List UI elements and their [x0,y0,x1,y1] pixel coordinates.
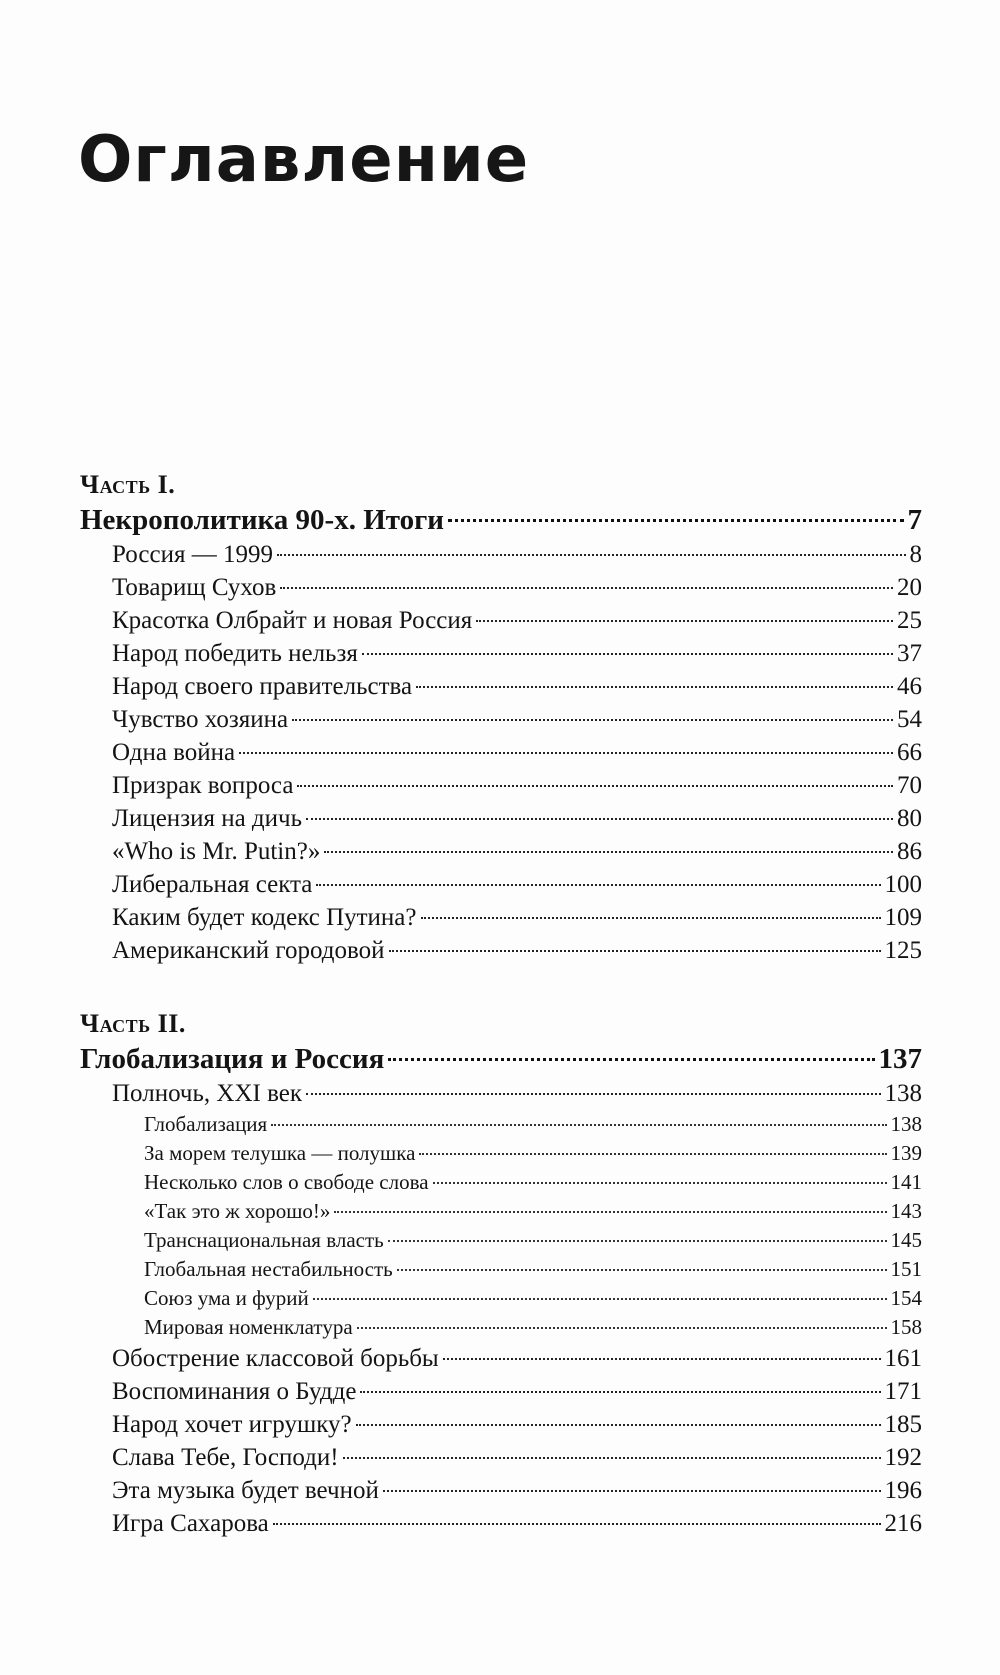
page-number: 171 [884,1378,922,1405]
dot-leader [362,653,893,655]
part-1-label: Часть I. [80,470,176,499]
toc-subentry[interactable] [80,1313,922,1342]
part-1-entry[interactable] [80,502,922,538]
entry-title: Красотка Олбрайт и новая Россия [112,607,473,634]
entry-title: Одна война [112,739,236,766]
entry-title: Мировая номенклатура [144,1315,353,1339]
page-number: 138 [884,1080,922,1107]
toc-entry[interactable] [80,868,922,901]
page-number: 143 [890,1199,922,1223]
page-number: 196 [884,1477,922,1504]
toc-entry[interactable] [80,571,922,604]
toc-entry[interactable] [80,736,922,769]
page-number: 70 [897,772,922,799]
entry-title: Каким будет кодекс Путина? [112,904,417,931]
dot-leader [416,686,893,688]
toc-subentry[interactable] [80,1110,922,1139]
toc-entry[interactable] [80,934,922,967]
dot-leader [357,1327,887,1329]
part-2-entry[interactable] [80,1041,922,1077]
page-number: 86 [897,838,922,865]
entry-title: Транснациональная власть [144,1228,384,1252]
page-number: 158 [890,1315,922,1339]
page-number: 192 [884,1444,922,1471]
page-number: 54 [897,706,922,733]
dot-leader [421,917,881,919]
page-number: 138 [890,1112,922,1136]
toc-entry[interactable] [80,538,922,571]
entry-title: Народ хочет игрушку? [112,1411,352,1438]
page-number: 216 [884,1510,922,1537]
entry-title: Народ победить нельзя [112,640,358,667]
dot-leader [239,752,893,754]
toc-entry[interactable] [80,637,922,670]
entry-title: Эта музыка будет вечной [112,1477,379,1504]
dot-leader [306,1093,881,1095]
page-number: 125 [884,937,922,964]
page-number: 7 [907,504,922,536]
dot-leader [277,554,906,556]
toc-entry[interactable] [80,1474,922,1507]
section-spacer [80,967,922,1007]
entry-title: Американский городовой [112,937,385,964]
dot-leader [448,519,903,522]
page-number: 151 [890,1257,922,1281]
part-2-label: Часть II. [80,1009,186,1038]
entry-title: Лицензия на дичь [112,805,302,832]
dot-leader [292,719,893,721]
page-number: 66 [897,739,922,766]
dot-leader [324,851,893,853]
dot-leader [297,785,893,787]
page-number: 109 [884,904,922,931]
toc-subentry[interactable] [80,1139,922,1168]
dot-leader [443,1358,881,1360]
toc-entry[interactable] [80,1441,922,1474]
dot-leader [383,1490,881,1492]
entry-title: Либеральная секта [112,871,313,898]
entry-title: Слава Тебе, Господи! [112,1444,339,1471]
dot-leader [273,1523,881,1525]
page-number: 8 [909,541,922,568]
toc-entry[interactable] [80,769,922,802]
toc-subentry[interactable] [80,1197,922,1226]
toc-entry[interactable] [80,604,922,637]
entry-title: Обострение классовой борьбы [112,1345,439,1372]
dot-leader [476,620,893,622]
dot-leader [388,1058,874,1061]
part-title: Глобализация и Россия [80,1043,385,1075]
dot-leader [356,1424,881,1426]
entry-title: Чувство хозяина [112,706,289,733]
dot-leader [306,818,893,820]
dot-leader [313,1298,887,1300]
toc-entry[interactable] [80,835,922,868]
dot-leader [397,1269,887,1271]
toc-entry[interactable] [80,1077,922,1110]
entry-title: «Так это ж хорошо!» [144,1199,331,1223]
page-number: 80 [897,805,922,832]
table-of-contents [80,468,922,1540]
toc-subentry[interactable] [80,1255,922,1284]
toc-entry[interactable] [80,703,922,736]
toc-entry[interactable] [80,901,922,934]
entry-title: За морем телушка — полушка [144,1141,416,1165]
dot-leader [388,1240,887,1242]
entry-title: «Who is Mr. Putin?» [112,838,321,865]
page-number: 100 [884,871,922,898]
page-number: 37 [897,640,922,667]
entry-title: Товарищ Сухов [112,574,277,601]
entry-title: Полночь, XXI век [112,1080,302,1107]
page-title: Оглавление [78,123,530,197]
dot-leader [419,1153,886,1155]
toc-entry[interactable] [80,670,922,703]
toc-subentry[interactable] [80,1284,922,1313]
entry-title: Игра Сахарова [112,1510,269,1537]
page-number: 25 [897,607,922,634]
page-number: 161 [884,1345,922,1372]
dot-leader [334,1211,886,1213]
page-number: 46 [897,673,922,700]
page-number: 137 [878,1043,922,1075]
entry-title: Союз ума и фурий [144,1286,309,1310]
page-number: 154 [890,1286,922,1310]
toc-entry[interactable] [80,802,922,835]
toc-subentry[interactable] [80,1168,922,1197]
toc-entry[interactable] [80,1342,922,1375]
dot-leader [389,950,881,952]
page-number: 141 [890,1170,922,1194]
dot-leader [271,1124,886,1126]
dot-leader [433,1182,887,1184]
page-number: 20 [897,574,922,601]
entry-title: Народ своего правительства [112,673,413,700]
dot-leader [360,1391,880,1393]
page-number: 185 [884,1411,922,1438]
dot-leader [316,884,880,886]
toc-entry[interactable] [80,1507,922,1540]
toc-subentry[interactable] [80,1226,922,1255]
entry-title: Призрак вопроса [112,772,294,799]
entry-title: Россия — 1999 [112,541,273,568]
page-number: 145 [890,1228,922,1252]
dot-leader [343,1457,881,1459]
toc-entry[interactable] [80,1375,922,1408]
entry-title: Воспоминания о Будде [112,1378,357,1405]
dot-leader [280,587,893,589]
toc-entry[interactable] [80,1408,922,1441]
entry-title: Глобализация [144,1112,268,1136]
entry-title: Несколько слов о свободе слова [144,1170,429,1194]
page-number: 139 [890,1141,922,1165]
part-title: Некрополитика 90-х. Итоги [80,504,445,536]
entry-title: Глобальная нестабильность [144,1257,393,1281]
